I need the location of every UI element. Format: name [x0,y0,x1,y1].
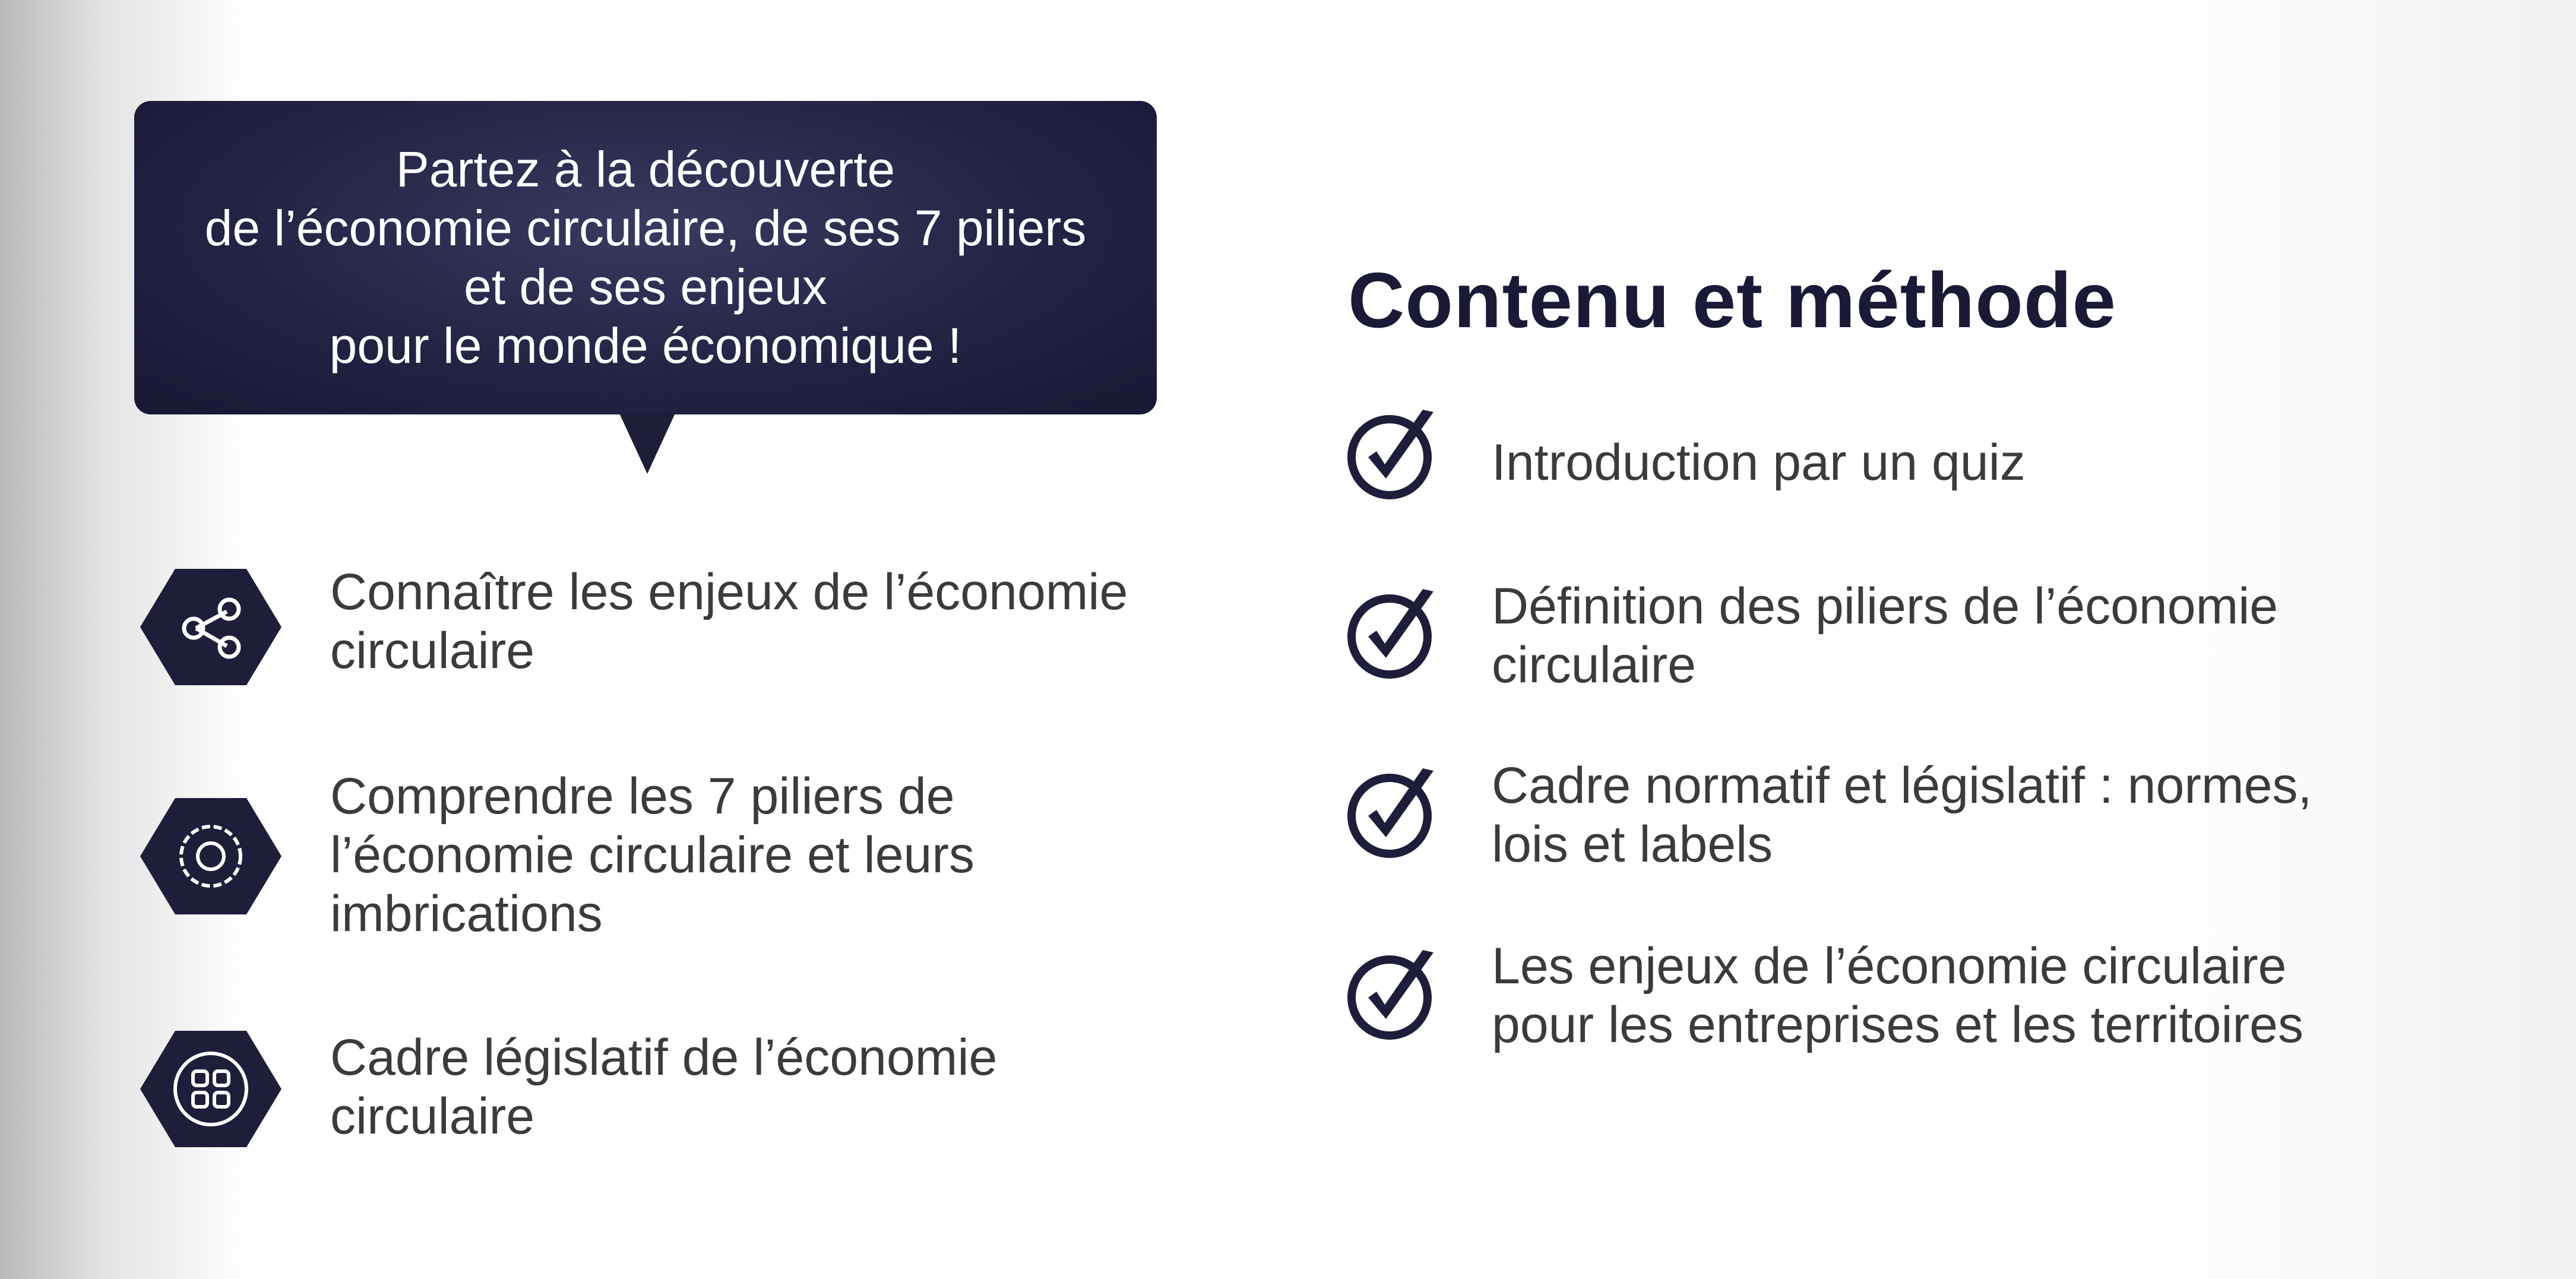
intro-line: pour le monde économique ! [329,318,962,373]
checkmark-icon [1347,948,1439,1043]
method-line: pour les entreprises et les territoires [1492,996,2304,1053]
objective-line: l’économie circulaire et leurs [330,827,974,884]
checkmark-icon [1347,407,1439,502]
method-text [1492,577,2278,695]
method-text [1492,433,2026,492]
intro-line: Partez à la découverte [395,141,895,197]
checkmark-icon [1347,766,1439,861]
objective-line: circulaire [330,622,535,679]
objective-item [140,563,1128,685]
intro-line: de l’économie circulaire, de ses 7 piliers [204,200,1087,256]
gear-icon [140,798,281,914]
method-line: Définition des piliers de l’économie [1492,578,2278,635]
objective-text [330,563,1128,680]
grid-icon [140,1031,281,1147]
intro-text [205,140,1087,375]
objective-text [330,1028,997,1146]
method-item [1347,938,2304,1053]
method-item [1347,578,2278,694]
objective-line: Comprendre les 7 piliers de [330,768,955,825]
method-text [1492,756,2312,874]
method-line: Les enjeux de l’économie circulaire [1492,938,2287,995]
share-icon [140,569,281,685]
method-item [1347,757,2312,873]
objective-text [330,767,974,944]
speech-bubble-tail [619,412,676,474]
objective-line: Cadre législatif de l’économie [330,1029,998,1086]
method-line: Cadre normatif et législatif : normes, [1492,757,2312,814]
objective-item [140,768,974,942]
intro-speech-bubble [134,101,1157,414]
objective-line: circulaire [330,1088,535,1145]
method-line: circulaire [1492,637,1697,694]
section-title: Contenu et méthode [1348,257,2116,344]
objective-line: Connaître les enjeux de l’économie [330,563,1128,620]
intro-line: et de ses enjeux [464,259,827,315]
method-line: Introduction par un quiz [1492,434,2026,491]
method-item [1347,407,2026,502]
checkmark-icon [1347,587,1439,682]
method-line: lois et labels [1492,816,1773,873]
objective-item [140,1029,998,1147]
objective-line: imbrications [330,885,603,942]
method-text [1492,937,2303,1055]
